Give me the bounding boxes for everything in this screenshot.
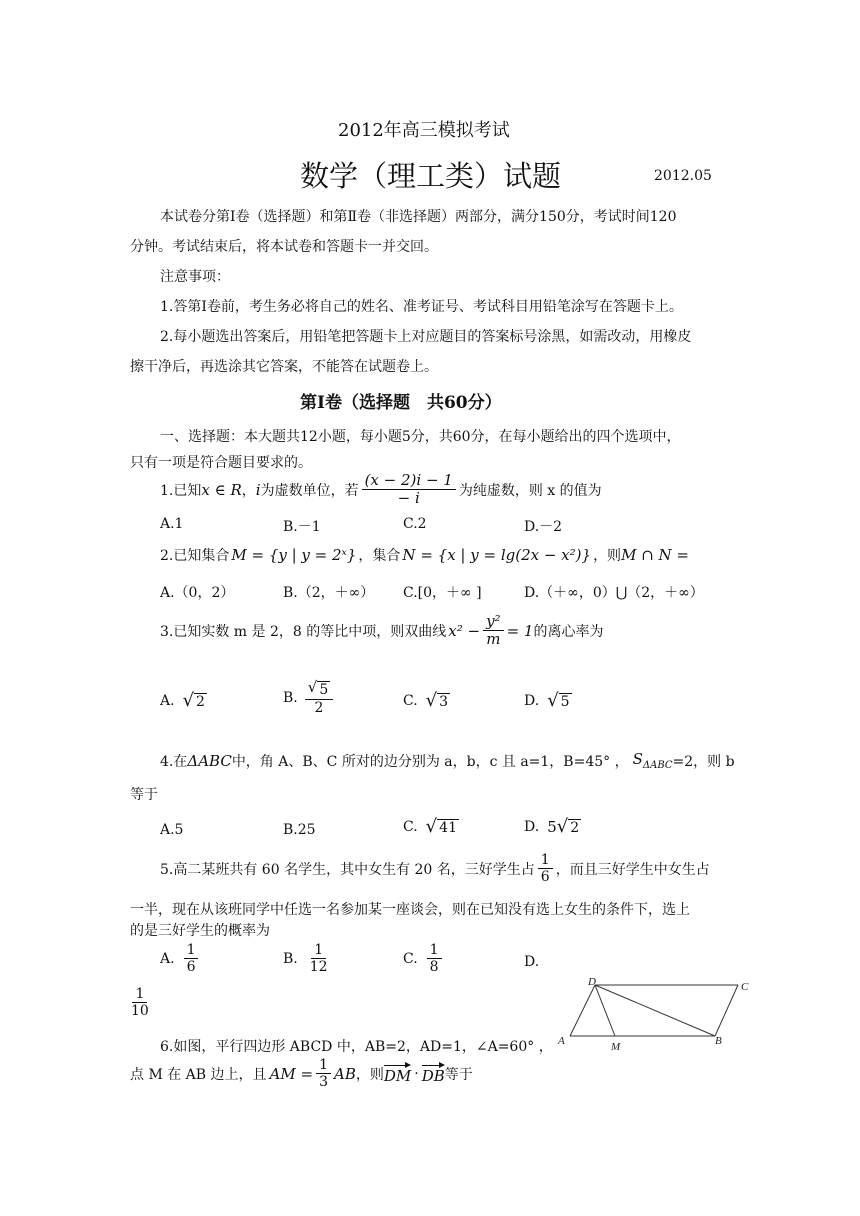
q3-option-c bbox=[403, 692, 450, 711]
q2-option-b: B.（2，＋∞） bbox=[283, 585, 375, 601]
q2-expression: M ∩ N = bbox=[621, 546, 689, 564]
q6-vector-dm: DM bbox=[384, 1063, 411, 1085]
q6-line-2-prefix: 点 M 在 AB 边上，且 bbox=[130, 1066, 267, 1083]
q6-suffix: 等于 bbox=[444, 1066, 473, 1083]
q4-option-b: B.25 bbox=[283, 822, 316, 838]
segment-bc bbox=[715, 985, 738, 1036]
exam-date: 2012.05 bbox=[654, 168, 712, 184]
q1-x-in-r: x ∈ R bbox=[201, 480, 242, 499]
q4-mid: 中，角 A、B、C 所对的边分别为 a，b，c 且 a=1，B=45° ， bbox=[231, 753, 629, 770]
label-b: B bbox=[715, 1035, 722, 1047]
q4-option-d-coefficient: 5 bbox=[547, 818, 557, 837]
q2-set-m: M = {y | y = 2ˣ} bbox=[231, 546, 357, 564]
q1-fraction-numerator: (x − 2)i − 1 bbox=[362, 472, 456, 490]
q5-option-b-label: B. bbox=[283, 950, 298, 967]
question-4 bbox=[160, 750, 735, 771]
section-title: 第Ⅰ卷（选择题 共60分） bbox=[300, 393, 502, 413]
q2-option-a: A.（0，2） bbox=[160, 585, 235, 601]
q3-fraction-numerator: y² bbox=[483, 613, 504, 631]
q1-mid: 为虚数单位，若 bbox=[260, 482, 359, 499]
q5-fraction-denominator: 6 bbox=[540, 869, 550, 886]
q6-am: AM = bbox=[269, 1064, 314, 1083]
q5-fraction bbox=[538, 852, 553, 885]
q3-option-a-radicand: 2 bbox=[196, 694, 205, 710]
question-2 bbox=[160, 545, 689, 565]
q5-fraction-numerator: 1 bbox=[538, 852, 553, 869]
intro-line-1: 本试卷分第Ⅰ卷（选择题）和第Ⅱ卷（非选择题）两部分，满分150分，考试时间120 bbox=[160, 209, 677, 225]
q5-option-d-fraction bbox=[128, 986, 152, 1019]
q5-option-c-label: C. bbox=[403, 950, 418, 967]
q6-fraction-numerator: 1 bbox=[316, 1057, 331, 1074]
q5-option-b bbox=[283, 942, 334, 975]
q5-option-d-denominator: 10 bbox=[131, 1003, 149, 1020]
label-m: M bbox=[611, 1041, 621, 1053]
q2-post: ，则 bbox=[593, 548, 622, 564]
q1-comma: ， bbox=[241, 482, 256, 499]
q4-option-c-label: C. bbox=[403, 819, 418, 836]
q1-suffix: 为纯虚数，则 x 的值为 bbox=[458, 482, 602, 499]
q4-area bbox=[633, 750, 673, 771]
q5-option-c-denominator: 8 bbox=[429, 959, 439, 976]
q3-option-a-label: A. bbox=[160, 693, 175, 710]
q3-option-c-radicand: 3 bbox=[439, 694, 449, 710]
q4-area-subscript: ΔABC bbox=[642, 760, 673, 771]
q4-option-c-radicand: 41 bbox=[439, 820, 457, 836]
q5-prefix: 5.高二某班共有 60 名学生，其中女生有 20 名，三好学生占 bbox=[160, 861, 535, 878]
q5-option-a-numerator: 1 bbox=[184, 942, 199, 959]
q5-option-a-fraction bbox=[184, 942, 199, 975]
q3-option-c-label: C. bbox=[403, 693, 418, 710]
q1-fraction-denominator: − i bbox=[397, 489, 420, 508]
q6-mid: ，则 bbox=[355, 1066, 384, 1083]
q3-suffix: 的离心率为 bbox=[533, 623, 604, 640]
q1-option-d: D.－2 bbox=[524, 519, 563, 535]
q3-fraction bbox=[483, 613, 504, 649]
notes-title: 注意事项： bbox=[160, 269, 230, 285]
intro-line-2: 分钟。考试结束后，将本试卷和答题卡一并交回。 bbox=[130, 239, 438, 255]
q4-line-2: 等于 bbox=[130, 787, 158, 803]
q3-option-d bbox=[524, 692, 572, 711]
label-a: A bbox=[558, 1035, 565, 1047]
exam-year-title: 2012年高三模拟考试 bbox=[338, 120, 510, 141]
q3-fraction-denominator: m bbox=[486, 630, 501, 649]
segment-ad bbox=[570, 985, 595, 1036]
q5-option-d-numerator: 1 bbox=[132, 986, 147, 1003]
q5-option-c-numerator: 1 bbox=[427, 942, 442, 959]
q1-fraction bbox=[362, 472, 456, 508]
q1-option-a: A.1 bbox=[160, 516, 184, 532]
q3-option-d-label: D. bbox=[524, 693, 540, 710]
q3-x-squared: x² − bbox=[448, 621, 481, 640]
q3-option-a-sqrt: √ 2 bbox=[182, 690, 205, 711]
q5-option-a bbox=[160, 942, 201, 975]
q2-mid: ，集合 bbox=[358, 548, 401, 564]
q4-option-d bbox=[524, 818, 581, 837]
q3-option-c-sqrt: √ 3 bbox=[425, 690, 449, 711]
q3-option-b-sqrt: √ 5 bbox=[307, 678, 329, 698]
exam-main-title: 数学（理工类）试题 bbox=[300, 159, 562, 193]
q1-option-b: B.－1 bbox=[283, 519, 321, 535]
q5-option-b-numerator: 1 bbox=[311, 942, 326, 959]
q5-line-2: 一半，现在从该班同学中任选一名参加某一座谈会，则在已知没有选上女生的条件下，选上 bbox=[130, 902, 690, 918]
q3-prefix: 3.已知实数 m 是 2，8 的等比中项，则双曲线 bbox=[160, 623, 447, 640]
question-3 bbox=[160, 613, 603, 649]
section-desc-2: 只有一项是符合题目要求的。 bbox=[130, 455, 312, 471]
q3-option-b bbox=[283, 680, 336, 716]
q6-dot: · bbox=[414, 1065, 419, 1082]
question-5 bbox=[160, 852, 710, 885]
q3-option-d-radicand: 5 bbox=[560, 694, 570, 710]
segment-db bbox=[595, 985, 715, 1036]
q2-option-c: C.[0，＋∞ ] bbox=[403, 585, 482, 601]
q3-option-d-sqrt: √ 5 bbox=[547, 690, 570, 711]
label-c: C bbox=[741, 981, 749, 993]
q4-option-c-sqrt: √ 41 bbox=[425, 816, 457, 837]
q4-area-symbol: S bbox=[632, 750, 643, 768]
q3-option-b-denominator: 2 bbox=[314, 699, 324, 716]
question-1 bbox=[160, 472, 602, 508]
q2-prefix: 2.已知集合 bbox=[160, 548, 230, 564]
q1-i: i bbox=[255, 480, 261, 499]
q5-line-3: 的是三好学生的概率为 bbox=[130, 923, 270, 939]
q5-option-b-denominator: 12 bbox=[309, 959, 328, 976]
q4-option-c bbox=[403, 818, 459, 837]
q4-prefix: 4.在 bbox=[160, 753, 188, 770]
q2-set-n: N = {x | y = lg(2x − x²)} bbox=[402, 546, 592, 564]
q5-option-a-label: A. bbox=[160, 950, 175, 967]
q6-fraction-denominator: 3 bbox=[319, 1074, 328, 1091]
q4-triangle: ΔABC bbox=[187, 751, 232, 770]
q3-option-b-label: B. bbox=[283, 689, 298, 706]
q5-suffix: ，而且三好学生中女生占 bbox=[555, 861, 710, 878]
q5-option-a-denominator: 6 bbox=[186, 959, 196, 976]
q3-equals-one: = 1 bbox=[506, 621, 534, 640]
q3-option-b-fraction bbox=[305, 680, 333, 716]
q5-option-b-fraction bbox=[307, 942, 331, 975]
q4-option-d-sqrt: √ 2 bbox=[556, 816, 580, 837]
q5-option-c-fraction bbox=[427, 942, 442, 975]
q6-vector-db: DB bbox=[422, 1063, 445, 1085]
note-1: 1.答第Ⅰ卷前，考生务必将自己的姓名、准考证号、考试科目用铅笔涂写在答题卡上。 bbox=[160, 299, 683, 315]
q6-ab: AB bbox=[334, 1064, 356, 1083]
q6-fraction bbox=[316, 1057, 331, 1090]
q3-option-b-radicand: 5 bbox=[319, 682, 329, 698]
q4-suffix: =2，则 b bbox=[672, 753, 735, 770]
q6-line-1: 6.如图，平行四边形 ABCD 中，AB=2，AD=1，∠A=60° ， bbox=[160, 1039, 553, 1055]
parallelogram-figure bbox=[555, 972, 770, 1056]
q1-option-c: C.2 bbox=[403, 516, 427, 532]
label-d: D bbox=[588, 976, 596, 988]
note-2-line-1: 2.每小题选出答案后，用铅笔把答题卡上对应题目的答案标号涂黑，如需改动，用橡皮 bbox=[160, 329, 692, 345]
section-desc-1: 一、选择题：本大题共12小题，每小题5分，共60分，在每小题给出的四个选项中， bbox=[160, 429, 681, 445]
note-2-line-2: 擦干净后，再选涂其它答案，不能答在试题卷上。 bbox=[130, 359, 438, 375]
q6-line-2 bbox=[130, 1057, 473, 1090]
q5-option-d-label: D. bbox=[524, 954, 540, 970]
q1-prefix: 1.已知 bbox=[160, 482, 202, 499]
q5-option-c bbox=[403, 942, 445, 975]
q2-option-d: D.（＋∞，0）⋃（2，＋∞） bbox=[524, 585, 704, 601]
q4-option-d-radicand: 2 bbox=[570, 820, 580, 836]
q4-option-d-label: D. bbox=[524, 819, 540, 836]
q4-option-a: A.5 bbox=[160, 822, 184, 838]
q3-option-a bbox=[160, 692, 207, 711]
